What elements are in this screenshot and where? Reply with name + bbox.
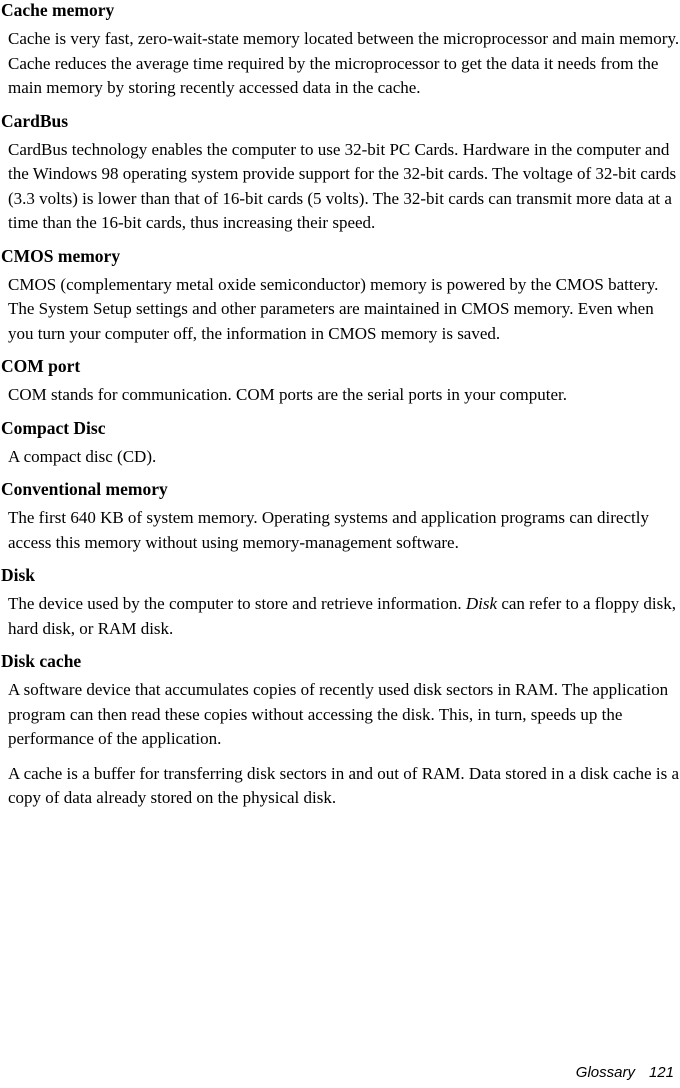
glossary-entry-compact-disc [0,418,680,470]
definition-paragraph: COM stands for communication. COM ports are the serial ports in your computer. [8,385,568,404]
footer-section-title: Glossary [575,1064,635,1081]
glossary-entry-conventional-memory [0,479,680,555]
definition-paragraph [8,592,680,641]
definition-paragraph: CardBus technology enables the computer to use 32-bit PC Cards. Hardware in the computer and the Windows 98 operating system provide support for the 32-bit cards. The voltage of 32-bit cards (3.3 volts) is lower than that of 16-bit cards (5 volts). The 32-bit cards can transmit more data at a time than the 16-bit cards, thus increasing their speed. [8,139,677,232]
glossary-entry-cardbus [0,111,680,236]
definition-paragraph: A software device that accumulates copies of recently used disk sectors in RAM. The application program can then read these copies without accessing the disk. This, in turn, speeds up the performance of the application. [8,680,669,748]
definition-paragraph: CMOS (complementary metal oxide semiconductor) memory is powered by the CMOS battery. The System Setup settings and other parameters are maintained in CMOS memory. Even when you turn your computer off, the information in CMOS memory is saved. [8,274,659,343]
term-heading: Disk cache [1,651,82,671]
term-heading: Disk [1,565,36,585]
definition-text: can refer to a floppy disk, hard disk, or RAM disk. [8,594,676,638]
term-heading: CardBus [1,110,69,131]
glossary-entry-disk [0,565,680,641]
glossary-entry-cmos-memory [0,246,680,347]
definition-paragraph: Cache is very fast, zero-wait-state memory located between the microprocessor and main memory. Cache reduces the average time required by the microprocessor to get the data it needs from the main memory by storing recently accessed data in the cache. [8,29,680,97]
definition-paragraph: A compact disc (CD). [8,446,157,466]
glossary-entry-cache-memory [0,0,680,101]
page-footer [576,1064,674,1082]
term-heading: Conventional memory [1,479,168,499]
page-number: 121 [648,1064,674,1081]
term-heading: Cache memory [1,0,115,20]
definition-text: The device used by the computer to store and retrieve information. [8,594,466,613]
term-heading: Compact Disc [1,417,106,438]
term-heading: COM port [1,356,81,376]
term-heading: CMOS memory [1,245,121,266]
glossary-entry-com-port [0,356,680,408]
definition-paragraph: The first 640 KB of system memory. Operating systems and application programs can directly access this memory without using memory-management software. [8,508,649,552]
emphasized-term: Disk [465,594,498,613]
definition-paragraph: A cache is a buffer for transferring disk sectors in and out of RAM. Data stored in a disk cache is a copy of data already stored on the physical disk. [8,763,679,807]
glossary-entry-disk-cache [0,651,680,811]
